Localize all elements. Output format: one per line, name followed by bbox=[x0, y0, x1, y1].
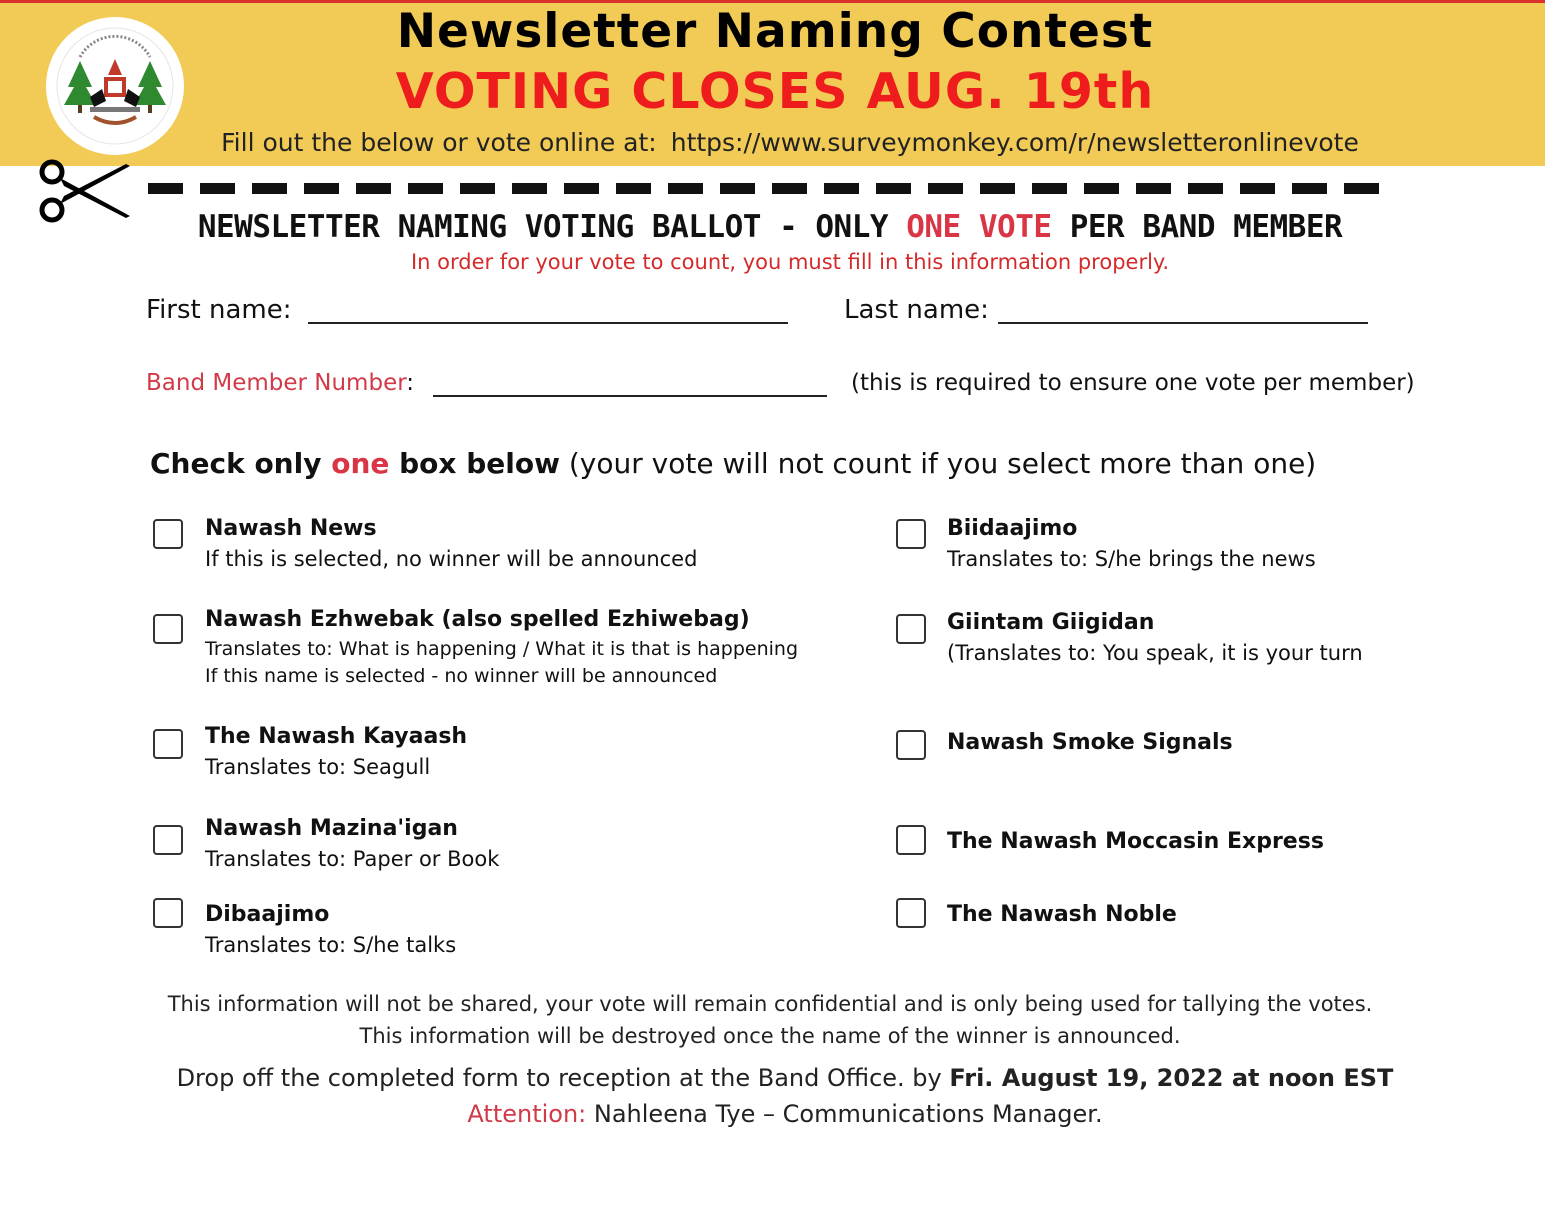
option-name: Nawash News bbox=[205, 516, 377, 541]
instr-part2: box below bbox=[389, 447, 560, 480]
instr-part1: Check only bbox=[150, 447, 332, 480]
voting-deadline: VOTING CLOSES AUG. 19th bbox=[395, 63, 1155, 120]
option-name: The Nawash Noble bbox=[947, 902, 1177, 927]
checkbox-nawash-noble[interactable] bbox=[896, 898, 926, 928]
confidential-line-1: This information will not be shared, your vote will remain confidential and is only being used for tallying the votes. bbox=[167, 992, 1373, 1016]
page-title: Newsletter Naming Contest bbox=[396, 4, 1154, 59]
first-name-label: First name: bbox=[146, 295, 292, 325]
first-name-field[interactable] bbox=[308, 322, 788, 324]
survey-link[interactable]: https://www.surveymonkey.com/r/newsletteronlinevote bbox=[670, 128, 1359, 157]
band-member-colon: : bbox=[406, 370, 415, 396]
attention-label: Attention: bbox=[467, 1100, 587, 1128]
ballot-title-part2: PER BAND MEMBER bbox=[1051, 209, 1343, 245]
option-desc: Translates to: Paper or Book bbox=[205, 847, 500, 871]
option-name: The Nawash Kayaash bbox=[205, 724, 468, 749]
dropoff-deadline: Fri. August 19, 2022 at noon EST bbox=[949, 1064, 1394, 1092]
ballot-title bbox=[150, 207, 1390, 247]
checkbox-nawash-smoke-signals[interactable] bbox=[896, 730, 926, 760]
last-name-field[interactable] bbox=[998, 322, 1368, 324]
band-member-label: Band Member Number bbox=[146, 370, 407, 396]
option-name: The Nawash Moccasin Express bbox=[947, 829, 1324, 854]
option-name: Biidaajimo bbox=[947, 516, 1078, 541]
checkbox-nawash-moccasin-express[interactable] bbox=[896, 825, 926, 855]
option-desc: (Translates to: You speak, it is your turn bbox=[947, 641, 1363, 665]
attention-name: Nahleena Tye – Communications Manager. bbox=[586, 1100, 1103, 1128]
option-name: Giintam Giigidan bbox=[947, 610, 1155, 635]
fillout-text: Fill out the below or vote online at: bbox=[221, 128, 657, 157]
checkbox-biidaajimo[interactable] bbox=[896, 519, 926, 549]
option-desc: Translates to: What is happening / What it is that is happening bbox=[205, 638, 799, 660]
band-member-number-field[interactable] bbox=[433, 395, 827, 397]
option-desc: If this is selected, no winner will be announced bbox=[205, 547, 698, 571]
option-desc: Translates to: S/he brings the news bbox=[947, 547, 1316, 571]
checkbox-nawash-ezhwebak[interactable] bbox=[153, 614, 183, 644]
checkbox-dibaajimo[interactable] bbox=[153, 898, 183, 928]
scissors-icon bbox=[36, 158, 132, 224]
checkbox-nawash-news[interactable] bbox=[153, 519, 183, 549]
ballot-title-highlight: ONE VOTE bbox=[906, 209, 1052, 245]
top-red-line bbox=[0, 0, 1545, 3]
dropoff-text: Drop off the completed form to reception at the Band Office. by bbox=[176, 1064, 950, 1092]
checkbox-giintam-giigidan[interactable] bbox=[896, 614, 926, 644]
ballot-title-part1: NEWSLETTER NAMING VOTING BALLOT - ONLY bbox=[197, 209, 907, 245]
option-name: Dibaajimo bbox=[205, 902, 330, 927]
confidential-line-2: This information will be destroyed once the name of the winner is announced. bbox=[359, 1024, 1181, 1048]
option-desc: If this name is selected - no winner will be announced bbox=[205, 665, 718, 687]
checkbox-nawash-kayaash[interactable] bbox=[153, 729, 183, 759]
checkbox-nawash-mazinaigan[interactable] bbox=[153, 825, 183, 855]
confidentiality-note bbox=[100, 988, 1440, 1052]
band-member-note: (this is required to ensure one vote per member) bbox=[851, 370, 1415, 396]
check-instructions bbox=[150, 444, 1450, 484]
option-desc: Translates to: S/he talks bbox=[205, 933, 457, 957]
dropoff-line bbox=[100, 1060, 1470, 1096]
option-name: Nawash Mazina'igan bbox=[205, 816, 458, 841]
option-desc: Translates to: Seagull bbox=[205, 755, 431, 779]
online-vote-instruction bbox=[150, 128, 1430, 158]
band-member-label-wrap bbox=[146, 367, 414, 399]
instr-part3: (your vote will not count if you select more than one) bbox=[559, 447, 1317, 480]
attention-line bbox=[100, 1096, 1470, 1132]
dropoff-instructions bbox=[100, 1060, 1470, 1132]
instr-highlight: one bbox=[331, 447, 390, 480]
cut-line-divider bbox=[148, 183, 1384, 194]
option-name: Nawash Ezhwebak (also spelled Ezhiwebag) bbox=[205, 607, 750, 632]
last-name-label: Last name: bbox=[844, 295, 989, 325]
ballot-subnote: In order for your vote to count, you must fill in this information properly. bbox=[410, 250, 1170, 274]
option-name: Nawash Smoke Signals bbox=[947, 730, 1233, 755]
